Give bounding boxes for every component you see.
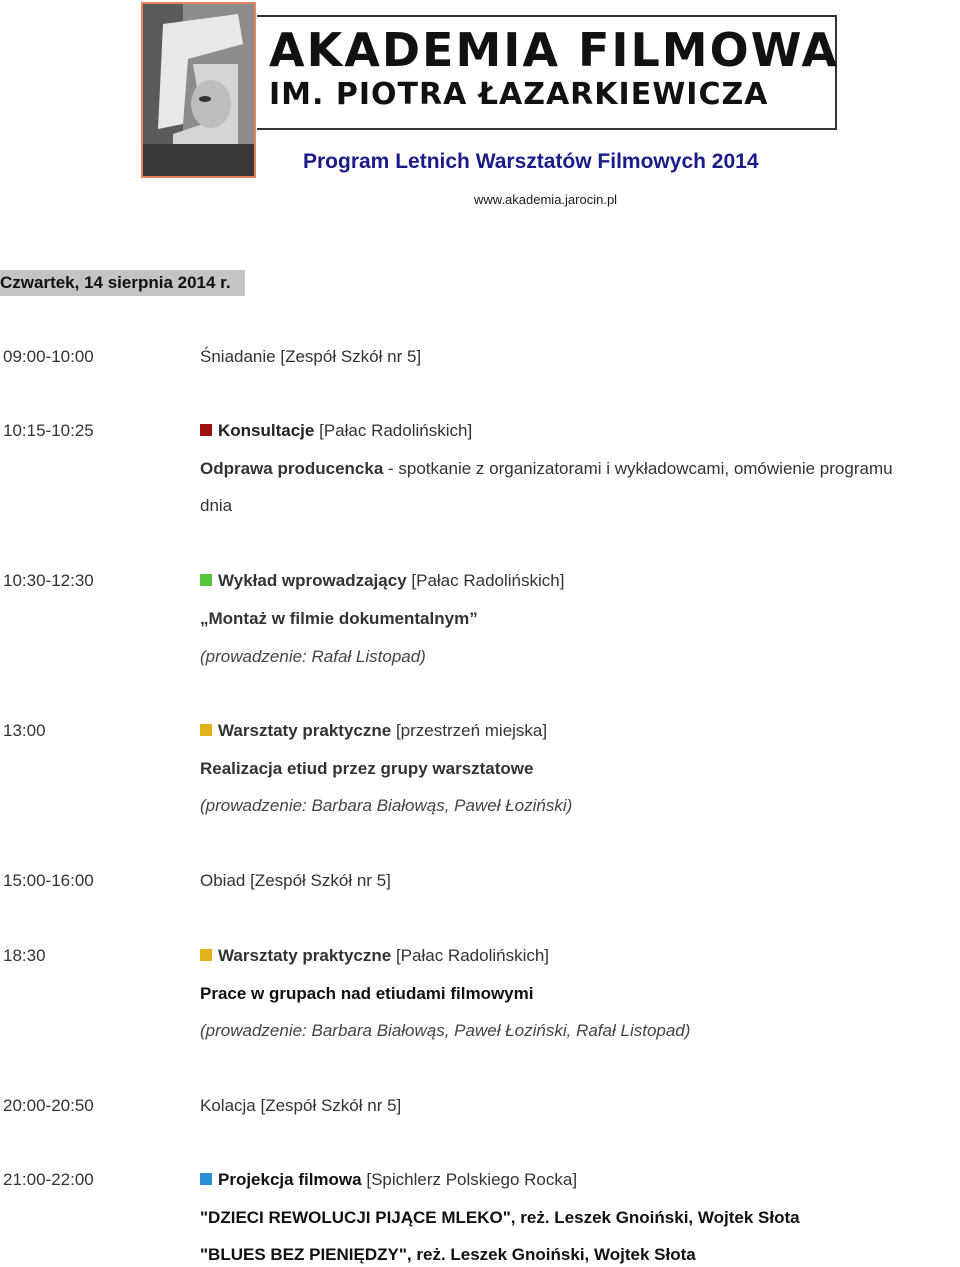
- website-link[interactable]: www.akademia.jarocin.pl: [474, 192, 618, 207]
- film-title-2: "BLUES BEZ PIENIĘDZY", reż. Leszek Gnoiński, Wojtek Słota: [200, 1245, 696, 1264]
- item-text: Kolacja [Zespół Szkół nr 5]: [200, 1096, 402, 1115]
- item-place: [Spichlerz Polskiego Rocka]: [366, 1170, 578, 1189]
- item-title: Wykład wprowadzający: [218, 571, 407, 590]
- item-title: Warsztaty praktyczne: [218, 721, 392, 740]
- item-heading: [200, 946, 549, 966]
- item-subtitle: Realizacja etiud przez grupy warsztatowe: [200, 759, 534, 778]
- day-header: Czwartek, 14 sierpnia 2014 r.: [0, 273, 231, 292]
- screening-square-icon: [200, 1173, 212, 1185]
- item-lead: (prowadzenie: Rafał Listopad): [200, 647, 426, 666]
- lecture-square-icon: [200, 574, 212, 586]
- item-time: 21:00-22:00: [3, 1170, 94, 1189]
- item-time: 09:00-10:00: [3, 347, 94, 366]
- item-text: Obiad [Zespół Szkół nr 5]: [200, 871, 391, 890]
- item-heading: [200, 721, 547, 741]
- item-lead: (prowadzenie: Barbara Białowąs, Paweł Łoziński, Rafał Listopad): [200, 1021, 691, 1040]
- film-title-1: "DZIECI REWOLUCJI PIJĄCE MLEKO", reż. Leszek Gnoiński, Wojtek Słota: [200, 1208, 800, 1227]
- program-title: Program Letnich Warsztatów Filmowych 2014: [303, 150, 759, 173]
- logo-wordmark: [257, 15, 837, 130]
- item-heading: [200, 571, 564, 591]
- item-place: [Pałac Radolińskich]: [319, 421, 473, 440]
- item-time: 20:00-20:50: [3, 1096, 94, 1115]
- item-text: Śniadanie [Zespół Szkół nr 5]: [200, 347, 422, 366]
- item-title: Warsztaty praktyczne: [218, 946, 392, 965]
- item-heading: [200, 1170, 577, 1190]
- item-place: [Pałac Radolińskich]: [411, 571, 565, 590]
- item-title: Konsultacje: [218, 421, 315, 440]
- item-subtitle: Prace w grupach nad etiudami filmowymi: [200, 984, 534, 1003]
- item-desc-bold: Odprawa producencka: [200, 459, 384, 478]
- item-desc-rest: - spotkanie z organizatorami i wykładowcami, omówienie programu: [388, 459, 893, 478]
- item-subtitle: „Montaż w filmie dokumentalnym”: [200, 609, 478, 628]
- item-time: 13:00: [3, 721, 46, 740]
- workshop-square-icon: [200, 949, 212, 961]
- item-time: 15:00-16:00: [3, 871, 94, 890]
- hands-frame-photo-image: [143, 4, 254, 176]
- item-place: [Pałac Radolińskich]: [395, 946, 550, 965]
- logo-line-2: IM. PIOTRA ŁAZARKIEWICZA: [269, 77, 769, 112]
- item-time: 18:30: [3, 946, 46, 965]
- item-description: [200, 459, 893, 479]
- item-lead: (prowadzenie: Barbara Białowąs, Paweł Łoziński): [200, 796, 573, 815]
- logo-photo: [141, 2, 256, 178]
- item-time: 10:30-12:30: [3, 571, 94, 590]
- workshop-square-icon: [200, 724, 212, 736]
- item-place: [przestrzeń miejska]: [395, 721, 548, 740]
- consultation-square-icon: [200, 424, 212, 436]
- item-description-cont: dnia: [200, 496, 233, 515]
- item-heading: [200, 421, 472, 441]
- logo-line-1: AKADEMIA FILMOWA: [269, 23, 839, 77]
- item-time: 10:15-10:25: [3, 421, 94, 440]
- item-title: Projekcja filmowa: [218, 1170, 362, 1189]
